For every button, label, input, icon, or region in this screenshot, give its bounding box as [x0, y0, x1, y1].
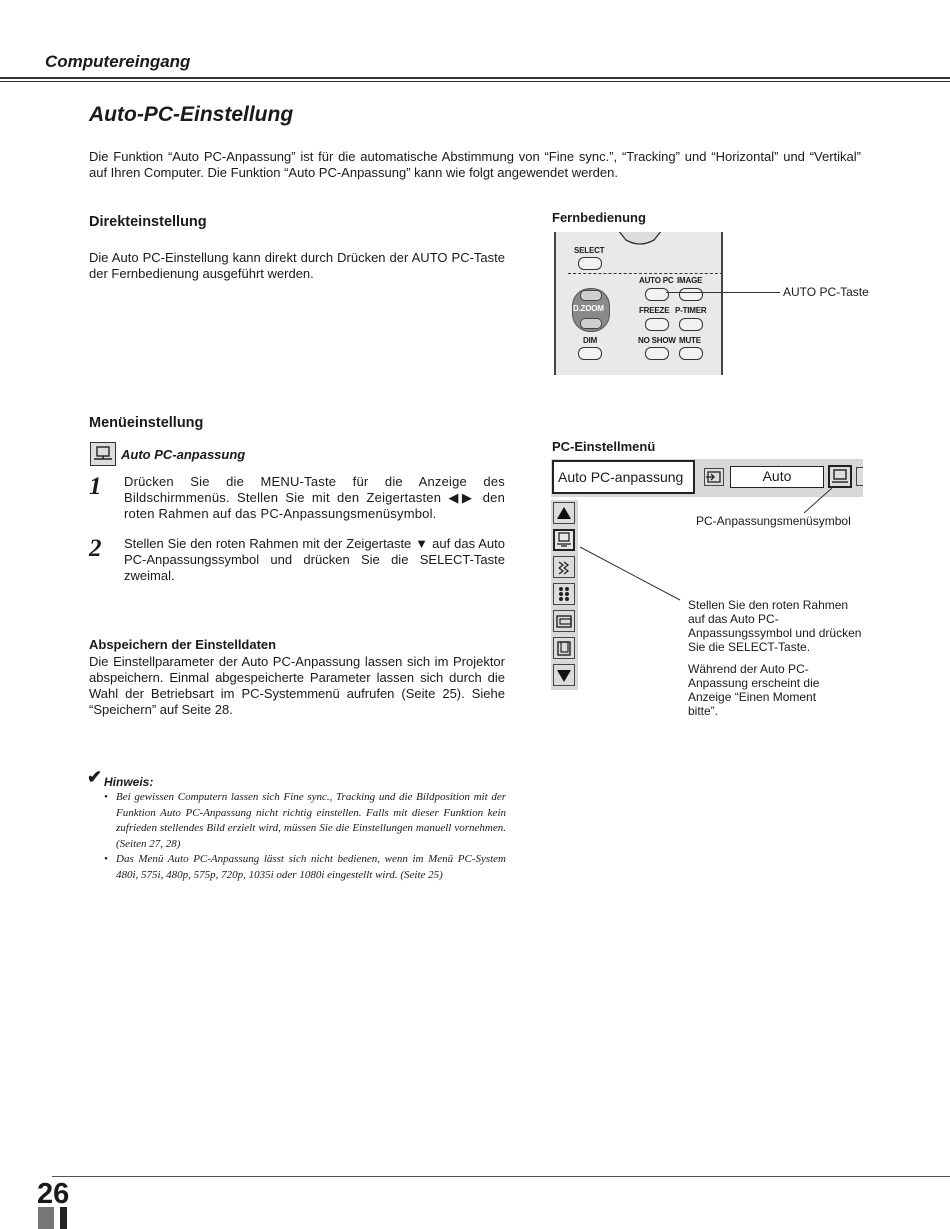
wait-callout: Während der Auto PC-Anpassung erscheint die Anzeige “Einen Moment bitte”. — [688, 662, 820, 718]
step-number-1: 1 — [89, 473, 102, 500]
page-number: 26 — [37, 1178, 70, 1210]
footer-rule — [52, 1176, 950, 1177]
page-title: Auto-PC-Einstellung — [89, 103, 294, 126]
horizontal-position-icon[interactable] — [553, 610, 575, 632]
fine-sync-icon[interactable] — [553, 556, 575, 578]
tracking-icon[interactable] — [553, 583, 575, 605]
label-image: IMAGE — [677, 276, 703, 285]
step-text-1: Drücken Sie die MENU-Taste für die Anzeige des Bildschirmmenüs. Stellen Sie mit den Zeigertasten ◀▶ den roten Rahmen auf das PC-Anpassungsmenüsymbol. — [124, 474, 505, 521]
label-autopc: AUTO PC — [639, 276, 674, 285]
input-icon[interactable] — [704, 468, 724, 486]
pcmenu-tab[interactable]: Auto PC-anpassung — [552, 460, 695, 494]
auto-pc-adjust-icon[interactable] — [553, 529, 575, 551]
step-callout-line — [578, 545, 682, 603]
autopc-button[interactable] — [645, 288, 669, 301]
vertical-position-icon[interactable] — [553, 637, 575, 659]
note-title: Hinweis: — [104, 775, 154, 789]
remote-divider — [568, 273, 723, 274]
note-item: • Das Menü Auto PC-Anpassung lässt sich nicht bedienen, wenn im Menü PC-System 480i, 575i, 480p, 575p, 720p, 1035i oder 1080i eingestellt wird. (Seite 25) — [104, 852, 506, 883]
label-mute: MUTE — [679, 336, 701, 345]
scroll-up-icon[interactable] — [553, 502, 575, 524]
icon-callout: PC-Anpassungsmenüsymbol — [696, 514, 851, 528]
save-heading: Abspeichern der Einstelldaten — [89, 637, 277, 652]
label-noshow: NO SHOW — [638, 336, 676, 345]
autopc-callout-line — [666, 292, 780, 293]
image-button[interactable] — [679, 288, 703, 301]
autopc-callout: AUTO PC-Taste — [783, 285, 869, 299]
pcmenu-value[interactable]: Auto — [730, 466, 824, 488]
remote-illustration — [554, 232, 723, 375]
header-rule — [0, 77, 950, 79]
pc-adjust-icon — [90, 442, 116, 466]
label-freeze: FREEZE — [639, 306, 670, 315]
intro-paragraph: Die Funktion “Auto PC-Anpassung” ist für die automatische Abstimmung von “Fine sync.”, “Tracking” und “Horizontal” und “Vertikal” auf Ihren Computer. Die Funktion “Auto PC-Anpassung” kann wie folgt angewendet werden. — [89, 149, 861, 180]
step-number-2: 2 — [89, 535, 102, 562]
label-select: SELECT — [574, 246, 605, 255]
label-dim: DIM — [583, 336, 598, 345]
label-dzoom: D.ZOOM — [573, 304, 604, 313]
remote-heading: Fernbedienung — [552, 210, 646, 225]
remote-dpad-edge — [616, 232, 666, 246]
save-text: Die Einstellparameter der Auto PC-Anpassung lassen sich im Projektor abspeichern. Einmal abgespeicherte Parameter lassen sich durch die Wahl der Betriebsart im PC-Systemmenü aufrufen (Seite 25). Siehe “Speichern” auf Seite 28. — [89, 654, 505, 717]
select-button[interactable] — [578, 257, 602, 270]
label-ptimer: P-TIMER — [675, 306, 707, 315]
direct-text: Die Auto PC-Einstellung kann direkt durch Drücken der AUTO PC-Taste der Fernbedienung ausgeführt werden. — [89, 250, 505, 281]
next-menu-icon[interactable] — [856, 467, 863, 486]
dzoom-up-button[interactable] — [580, 290, 602, 301]
pc-adjust-menu-icon[interactable] — [828, 465, 852, 488]
note-list — [104, 790, 506, 883]
dim-button[interactable] — [578, 347, 602, 360]
dzoom-down-button[interactable] — [580, 318, 602, 329]
menu-subheading: Auto PC-anpassung — [121, 447, 246, 462]
checkmark-icon: ✔ — [87, 767, 103, 787]
mute-button[interactable] — [679, 347, 703, 360]
section-header: Computereingang — [45, 52, 191, 71]
scroll-down-icon[interactable] — [553, 664, 575, 686]
menu-heading: Menüeinstellung — [89, 415, 204, 431]
freeze-button[interactable] — [645, 318, 669, 331]
note-item: • Bei gewissen Computern lassen sich Fine sync., Tracking und die Bildposition mit der Funktion Auto PC-Anpassung nicht richtig einstellen. Falls mit dieser Funktion kein zufrieden stellendes Bild erzielt wird, müssen Sie die Einstellungen manuell vornehmen. (Seiten 27, 28) — [104, 790, 506, 852]
noshow-button[interactable] — [645, 347, 669, 360]
step-text-2: Stellen Sie den roten Rahmen mit der Zeigertaste ▼ auf das Auto PC-Anpassungssymbol und drücken Sie die SELECT-Taste zweimal. — [124, 536, 505, 583]
direct-heading: Direkteinstellung — [89, 214, 207, 230]
icon-callout-line — [800, 486, 840, 516]
header-rule-thin — [0, 81, 950, 82]
step-callout: Stellen Sie den roten Rahmen auf das Auto PC-Anpassungssymbol und drücken Sie die SELECT-Taste. — [688, 598, 862, 654]
pcmenu-heading: PC-Einstellmenü — [552, 439, 656, 454]
ptimer-button[interactable] — [679, 318, 703, 331]
